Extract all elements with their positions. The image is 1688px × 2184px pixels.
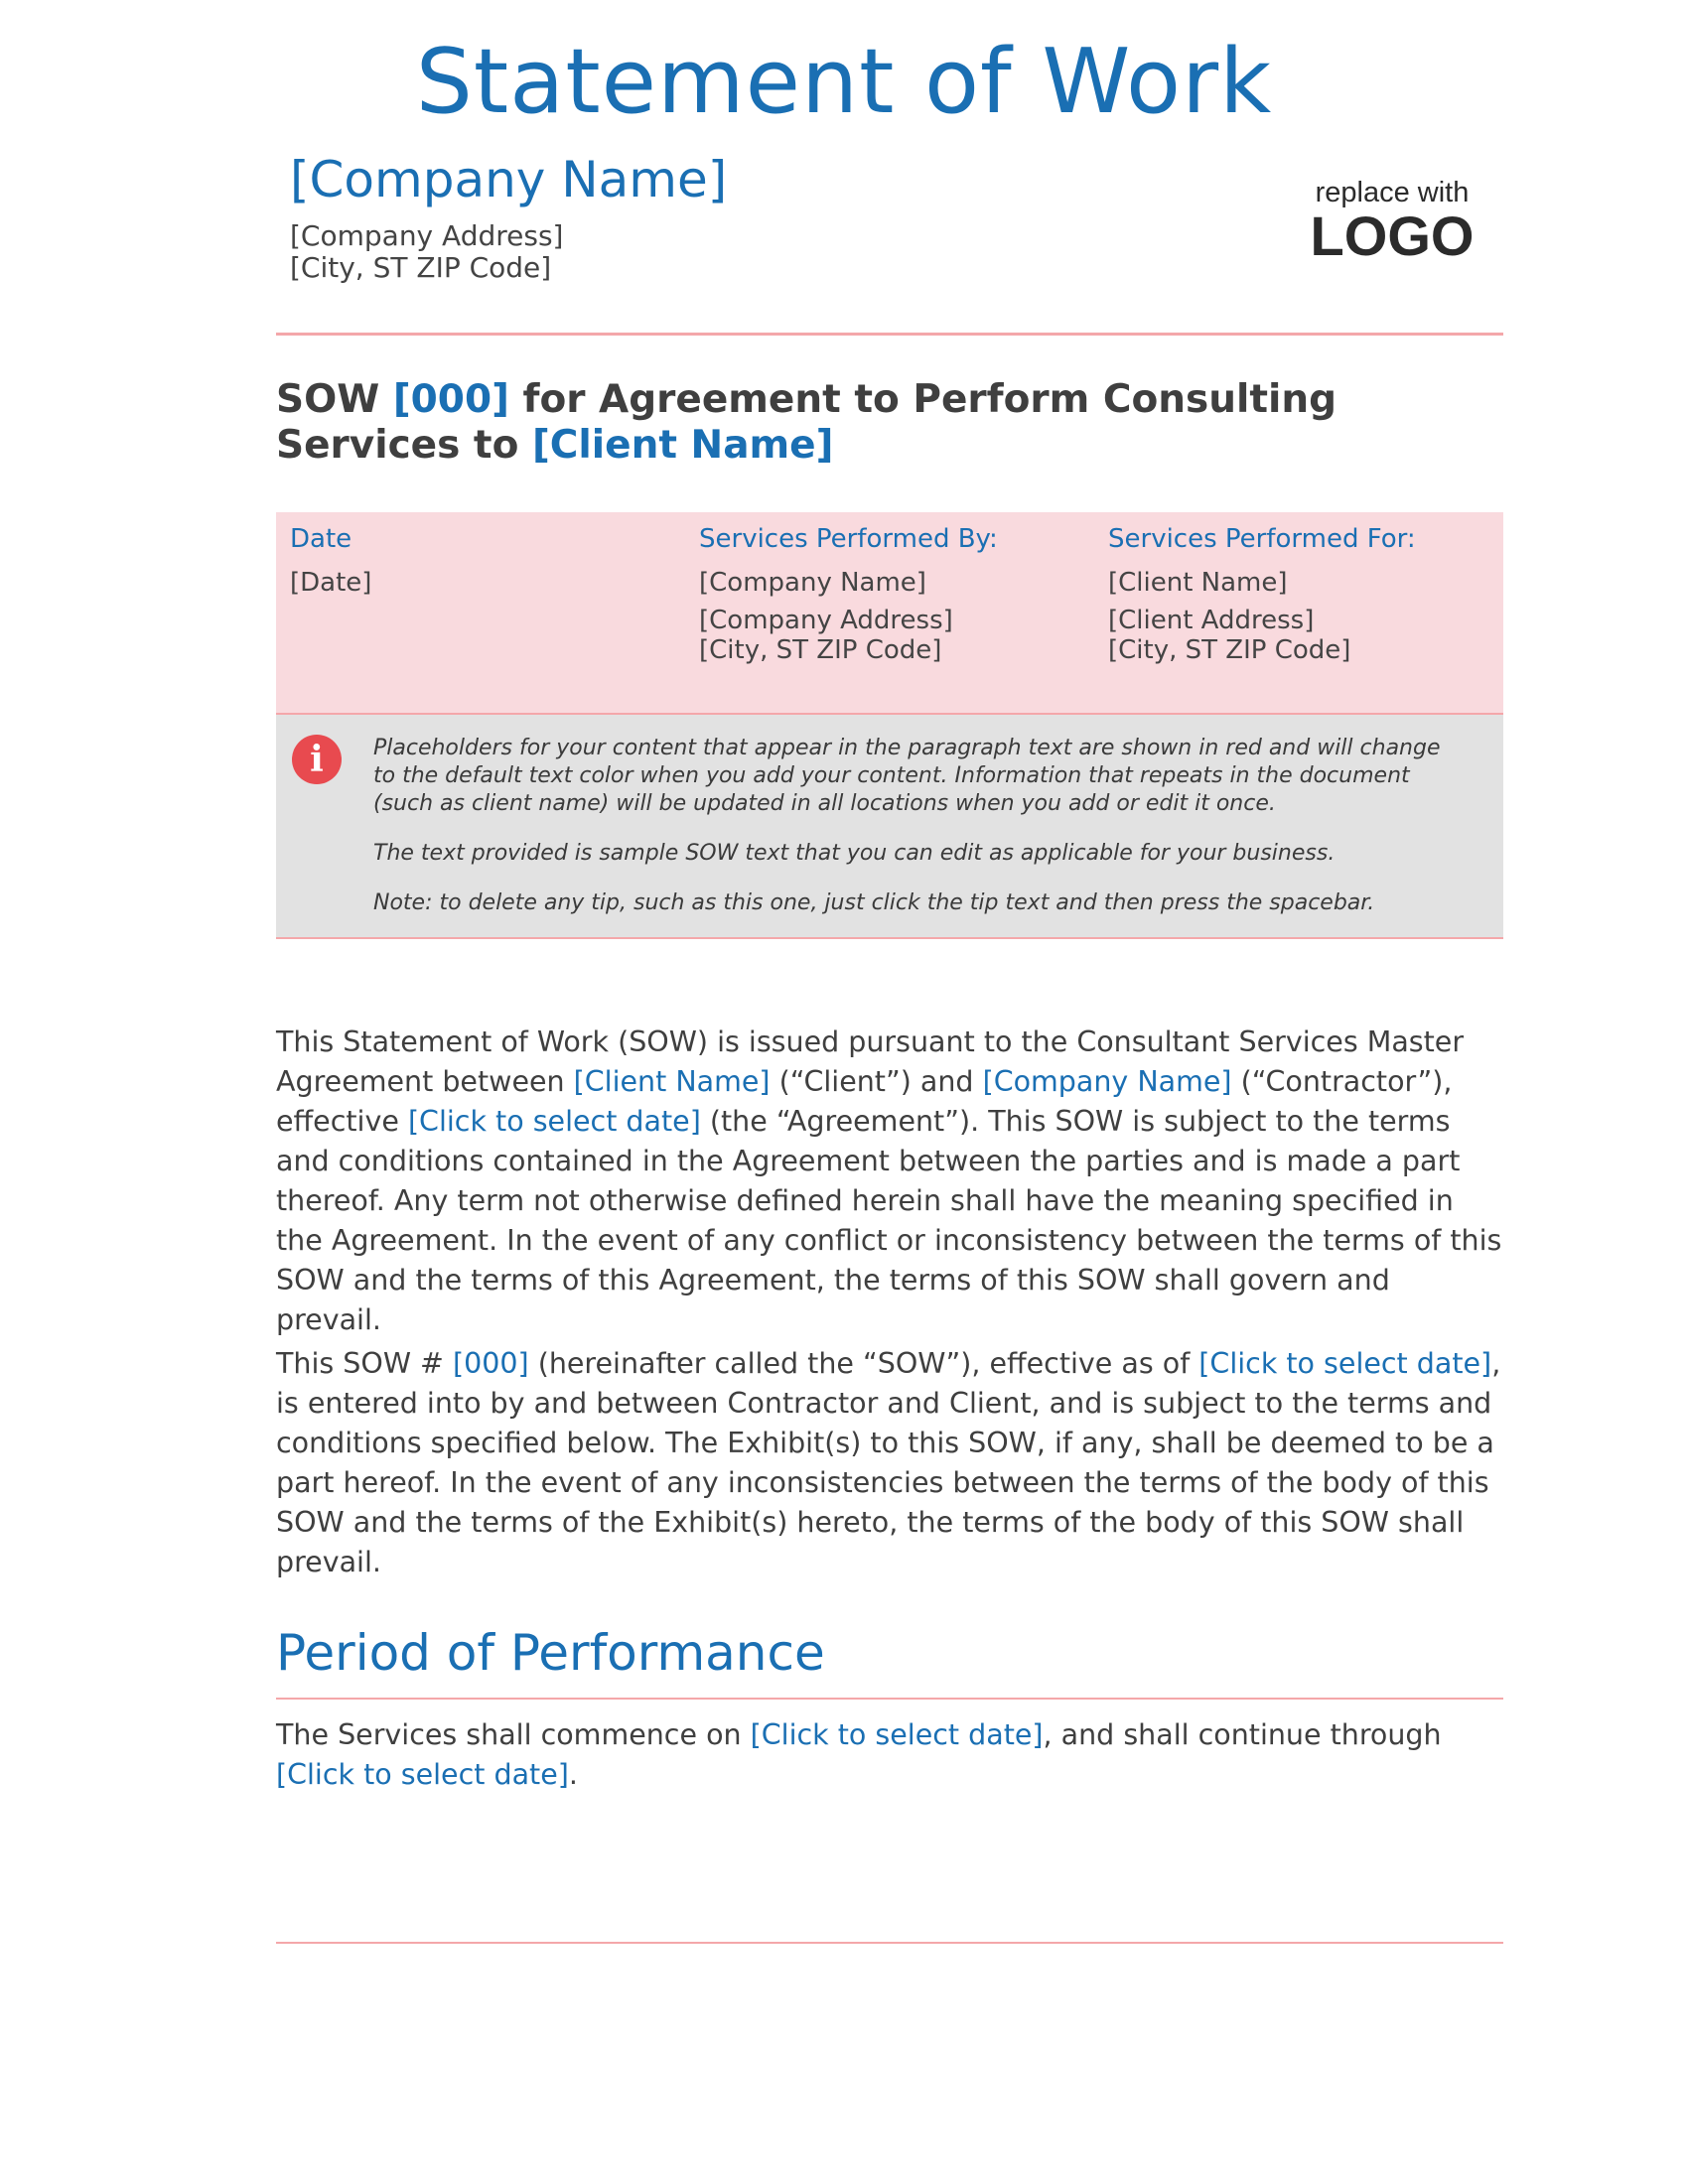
tip-paragraph: Note: to delete any tip, such as this one, just click the tip text and then press the spacebar. [373,890,1375,915]
sow-heading-text: for Agreement to Perform Consulting Services to [276,377,1337,468]
effective-date-picker[interactable]: [Click to select date] [407,1105,701,1138]
performed-for-name[interactable]: [Client Name] [1108,568,1288,598]
performed-by-address[interactable]: [Company Address] [699,606,953,635]
performed-by-column [685,512,1094,713]
performed-by-name[interactable]: [Company Name] [699,568,926,598]
sow-heading-text: SOW [276,377,393,422]
client-name-field[interactable]: [Client Name] [573,1065,771,1098]
body-text: (“Contractor”), effective [276,1065,1453,1138]
body-text: (“Client”) and [770,1065,983,1098]
body-text: , and shall continue through [1043,1718,1442,1751]
date-header: Date [290,524,352,554]
section-divider [276,1698,1503,1700]
section-heading-period: Period of Performance [276,1624,825,1682]
company-name-field[interactable]: [Company Name] [982,1065,1232,1098]
body-text: , is entered into by and between Contractor and Client, and is subject to the terms and conditions specified below. The Exhibit(s) to this SOW, if any, shall be deemed to be a part hereof. In the event of any inconsistencies between the terms of the body of this SOW and the terms of the Exhibit(s) hereto, the terms of the body of this SOW shall prevail. [276,1347,1501,1578]
body-text: The Services shall commence on [276,1718,751,1751]
company-name[interactable]: [Company Name] [290,151,728,208]
document-title: Statement of Work [415,30,1273,134]
logo-caption: replace with [1315,177,1470,208]
tip-box[interactable] [276,713,1503,939]
sow-number-field[interactable]: [000] [392,377,509,422]
performed-for-header: Services Performed For: [1108,524,1416,554]
performed-for-city[interactable]: [City, ST ZIP Code] [1108,635,1351,665]
footer-divider [276,1942,1503,1944]
performed-by-city[interactable]: [City, ST ZIP Code] [699,635,942,665]
company-address-block [290,220,563,284]
effective-date-picker[interactable]: [Click to select date] [1198,1347,1492,1380]
period-paragraph [276,1715,1503,1795]
performed-for-address[interactable]: [Client Address] [1108,606,1315,635]
sow-paragraph [276,1344,1503,1582]
tip-paragraph: Placeholders for your content that appear in the paragraph text are shown in red and will change to the default text color when you add your content. Information that repeats in the document (such as client name) will be updated in all locations when you add or edit it once. [373,736,1441,816]
sow-heading [276,377,1388,469]
tip-paragraph: The text provided is sample SOW text that you can edit as applicable for your business. [373,841,1336,866]
body-text: (the “Agreement”). This SOW is subject to the terms and conditions contained in the Agreement between the parties and is made a part thereof. Any term not otherwise defined herein shall have the meaning specified in the Agreement. In the event of any conflict or inconsistency between the terms of this SOW and the terms of this Agreement, the terms of this SOW shall govern and prevail. [276,1105,1502,1336]
body-text: This SOW # [276,1347,453,1380]
info-icon: i [292,735,342,784]
start-date-picker[interactable]: [Click to select date] [750,1718,1044,1751]
company-address[interactable]: [Company Address] [290,219,564,252]
performed-by-header: Services Performed By: [699,524,998,554]
body-text: This Statement of Work (SOW) is issued pursuant to the Consultant Services Master Agreement between [276,1025,1465,1098]
date-value[interactable]: [Date] [290,568,372,598]
intro-paragraph [276,1023,1503,1340]
logo-text: LOGO [1310,205,1475,267]
logo-placeholder[interactable] [1303,177,1481,267]
company-city[interactable]: [City, ST ZIP Code] [290,251,552,284]
body-text: (hereinafter called the “SOW”), effective as of [528,1347,1199,1380]
info-table [276,512,1503,713]
header-divider [276,333,1503,336]
sow-number-field[interactable]: [000] [453,1347,529,1380]
tip-text[interactable] [373,735,1456,939]
body-text: . [568,1758,578,1791]
end-date-picker[interactable]: [Click to select date] [276,1758,569,1791]
client-name-field[interactable]: [Client Name] [531,423,834,468]
performed-for-column [1094,512,1503,713]
date-column [276,512,685,713]
